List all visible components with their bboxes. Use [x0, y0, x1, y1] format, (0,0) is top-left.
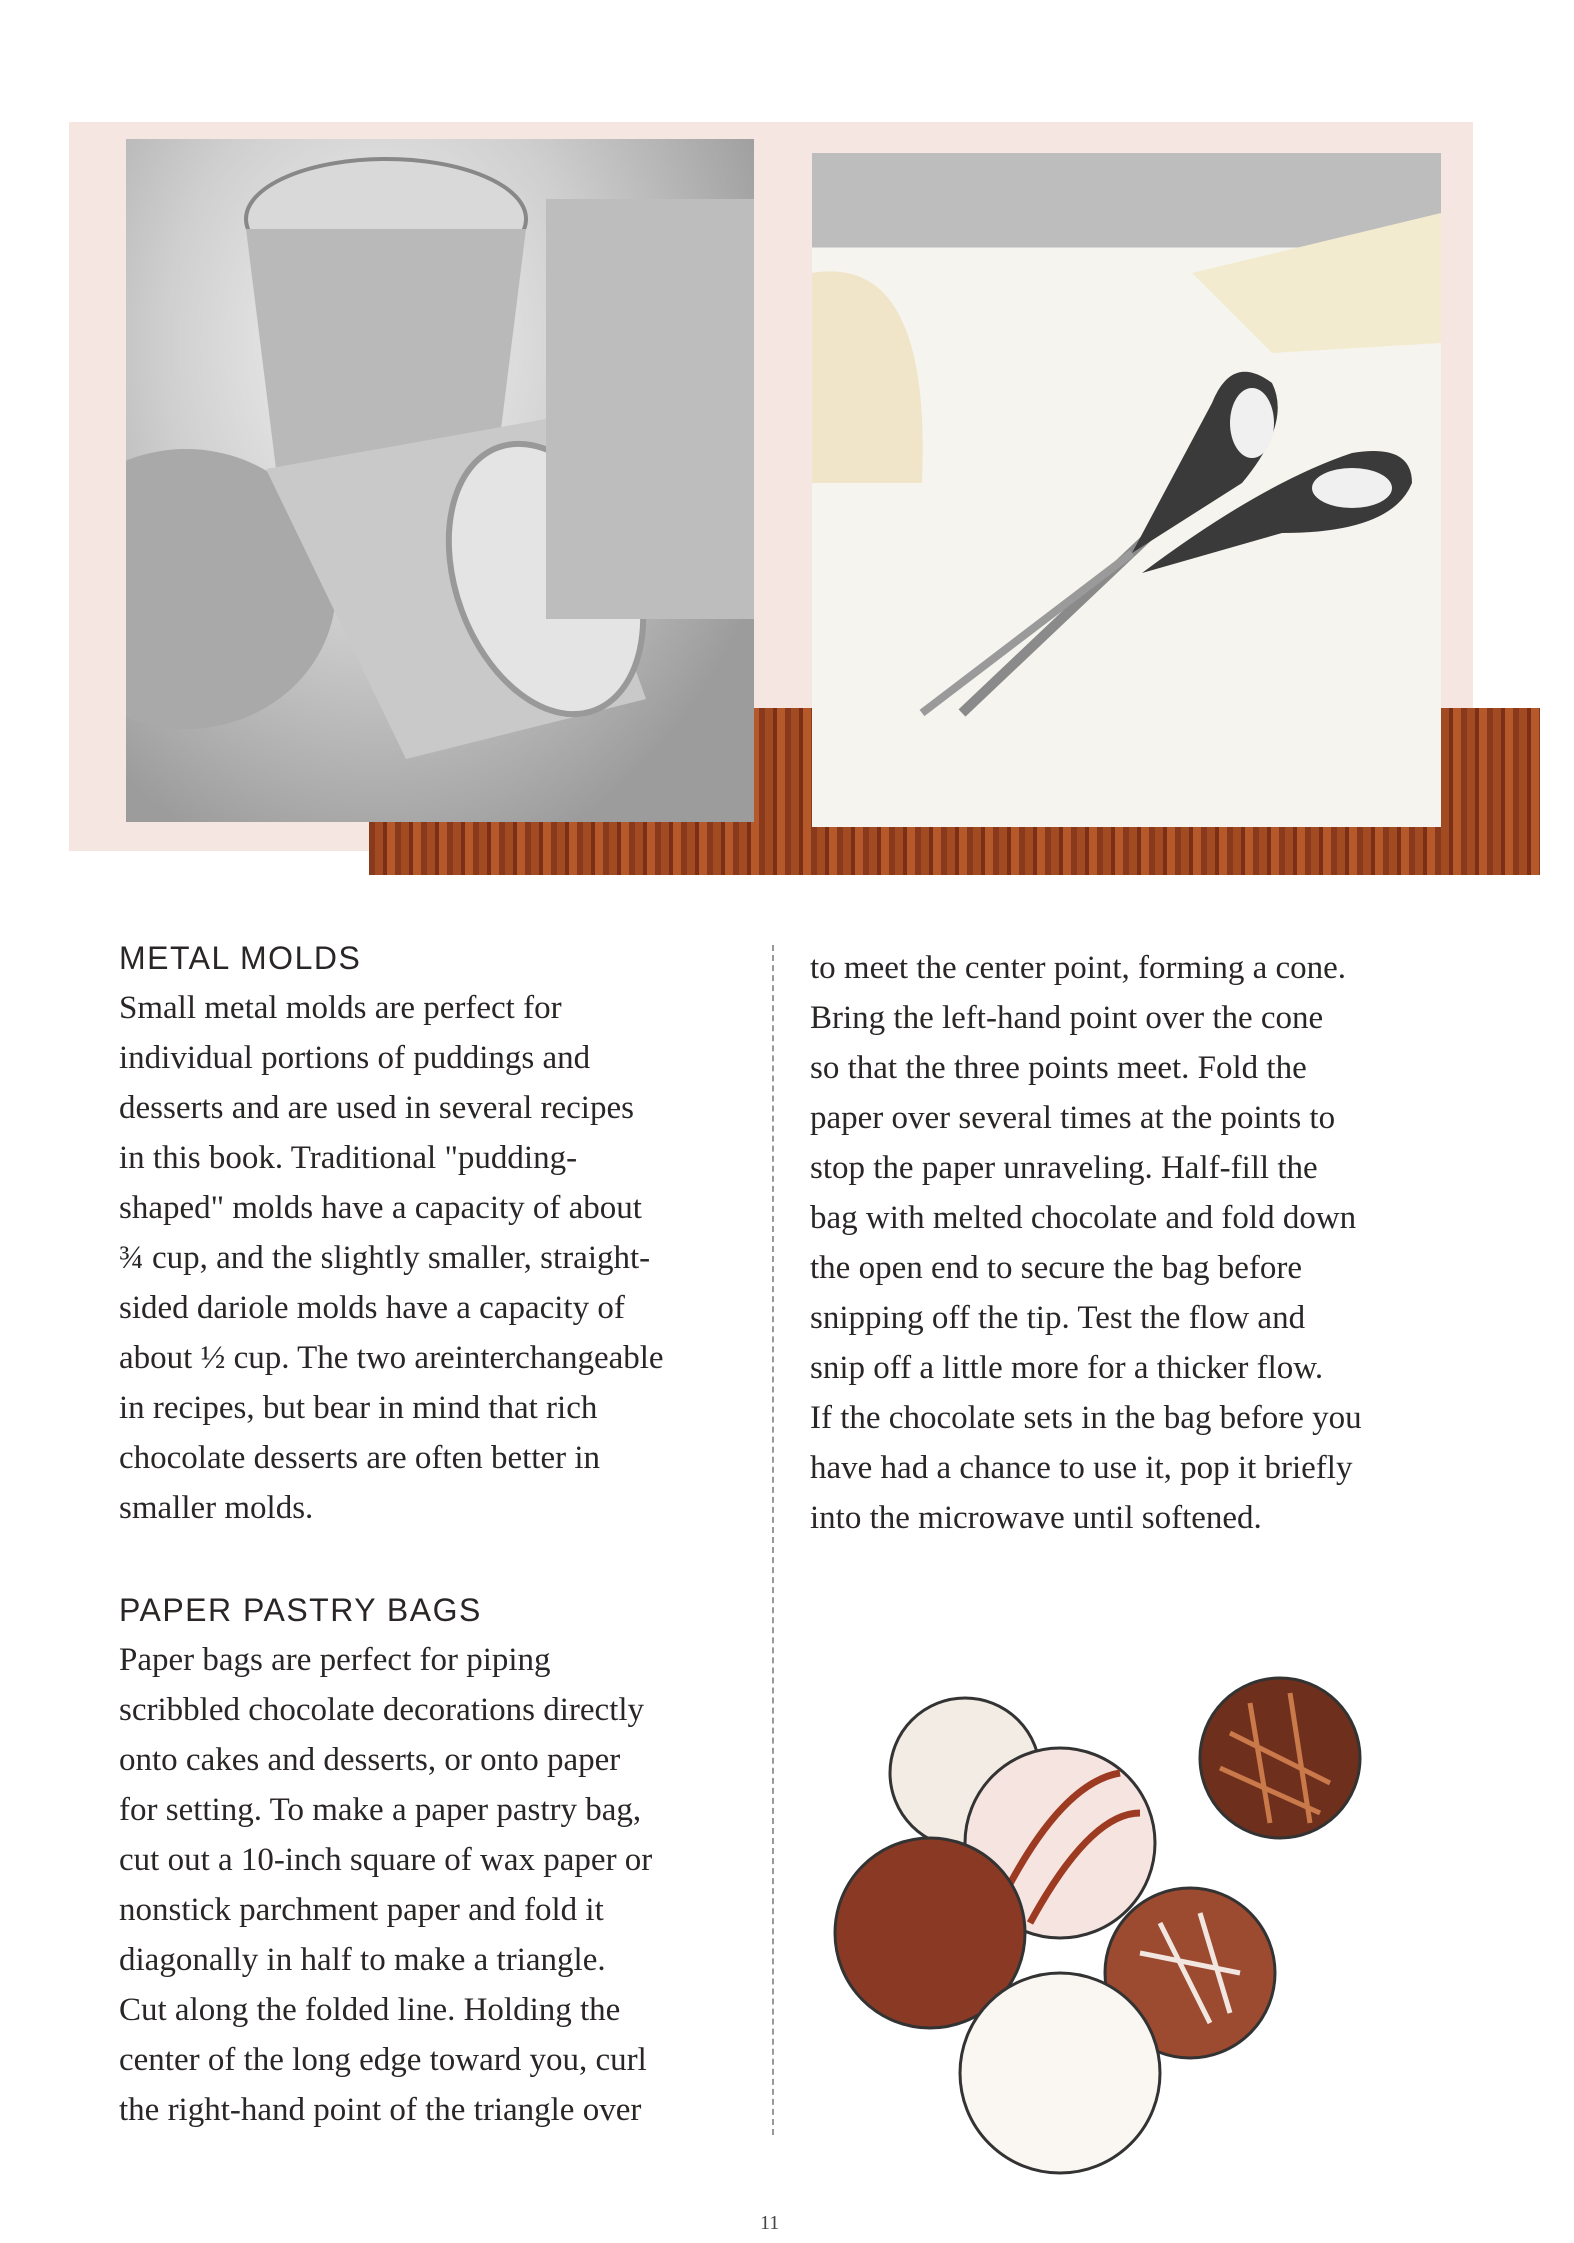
text-line: sided dariole molds have a capacity of — [119, 1290, 625, 1326]
text-line: Cut along the folded line. Holding the — [119, 1992, 621, 2028]
text-line: have had a chance to use it, pop it briefly — [810, 1450, 1353, 1486]
text-line: to meet the center point, forming a cone. — [810, 950, 1347, 986]
text-line: desserts and are used in several recipes — [119, 1090, 634, 1126]
text-line: so that the three points meet. Fold the — [810, 1050, 1307, 1086]
text-line: scribbled chocolate decorations directly — [119, 1692, 645, 1728]
column-divider — [772, 945, 774, 2135]
page-number: 11 — [760, 2212, 780, 2234]
text-line: cut out a 10-inch square of wax paper or — [119, 1842, 653, 1878]
text-line: individual portions of puddings and — [119, 1040, 591, 1076]
text-line: the open end to secure the bag before — [810, 1250, 1303, 1286]
section-metal-molds — [119, 933, 664, 1533]
text-line: bag with melted chocolate and fold down — [810, 1200, 1357, 1236]
text-line: snip off a little more for a thicker flow. — [810, 1350, 1324, 1386]
text-line: paper over several times at the points to — [810, 1100, 1336, 1136]
text-line: chocolate desserts are often better in — [119, 1440, 601, 1476]
text-line: the right-hand point of the triangle over — [119, 2092, 642, 2128]
text-line: shaped" molds have a capacity of about — [119, 1190, 642, 1226]
section-heading: METAL MOLDS — [119, 940, 362, 976]
metal-molds-illustration — [126, 139, 754, 822]
text-line: center of the long edge toward you, curl — [119, 2042, 647, 2078]
text-line: for setting. To make a paper pastry bag, — [119, 1792, 642, 1828]
text-line: in recipes, but bear in mind that rich — [119, 1390, 598, 1426]
text-line: nonstick parchment paper and fold it — [119, 1892, 604, 1928]
metal-molds-photo — [126, 139, 754, 822]
paper-scissors-photo — [812, 153, 1441, 827]
text-line: diagonally in half to make a triangle. — [119, 1942, 606, 1978]
text-line: in this book. Traditional "pudding- — [119, 1140, 578, 1176]
text-line: snipping off the tip. Test the flow and — [810, 1300, 1306, 1336]
text-line: into the microwave until softened. — [810, 1500, 1262, 1536]
chocolate-truffles-illustration — [830, 1673, 1440, 2208]
text-line: Paper bags are perfect for piping — [119, 1642, 551, 1678]
text-line: onto cakes and desserts, or onto paper — [119, 1742, 621, 1778]
text-line: ¾ cup, and the slightly smaller, straight- — [119, 1240, 651, 1276]
right-column-text — [810, 943, 1362, 1543]
section-paper-pastry-bags — [119, 1585, 652, 2135]
text-line: stop the paper unraveling. Half-fill the — [810, 1150, 1318, 1186]
scissors-illustration — [812, 153, 1441, 827]
text-line: smaller molds. — [119, 1490, 314, 1526]
text-line: Bring the left-hand point over the cone — [810, 1000, 1324, 1036]
text-line: If the chocolate sets in the bag before you — [810, 1400, 1362, 1436]
text-line: about ½ cup. The two areinterchangeable — [119, 1340, 664, 1376]
section-heading: PAPER PASTRY BAGS — [119, 1592, 482, 1628]
text-line: Small metal molds are perfect for — [119, 990, 562, 1026]
